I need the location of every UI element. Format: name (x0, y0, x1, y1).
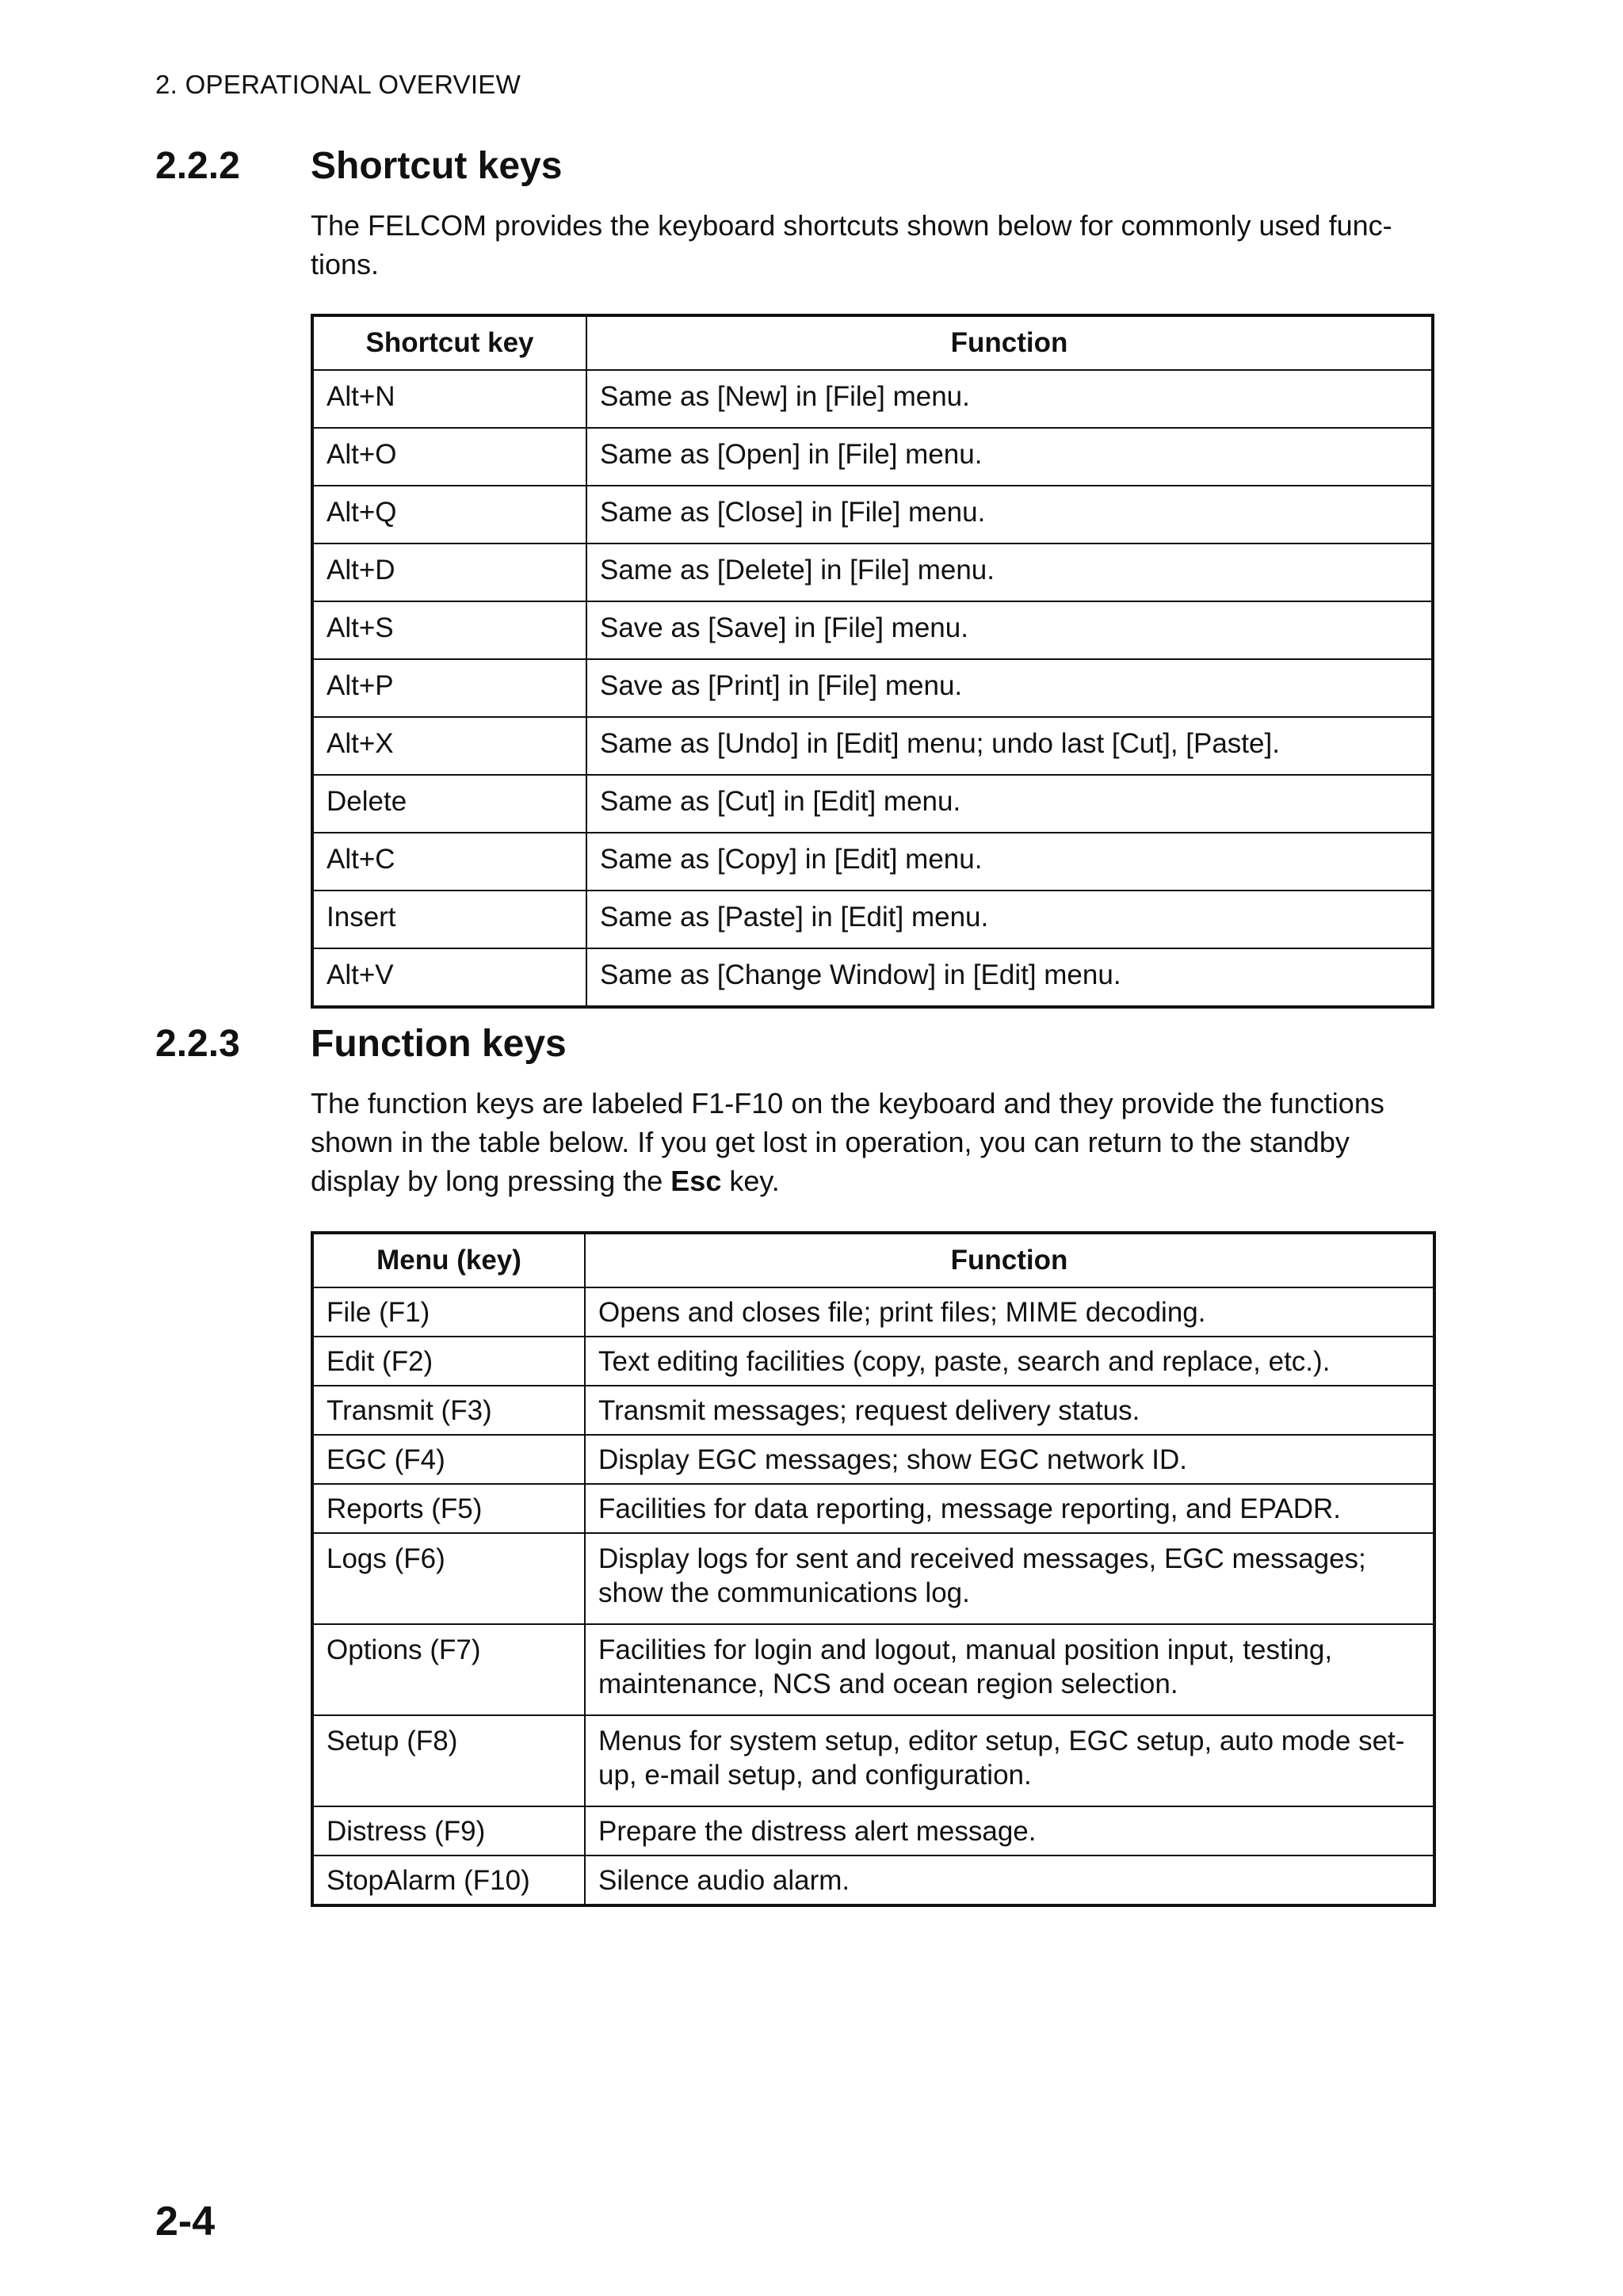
function-cell: Same as [Open] in [File] menu. (586, 428, 1433, 486)
table-row (312, 659, 1433, 717)
section-number: 2.2.2 (155, 145, 240, 187)
function-cell: Save as [Print] in [File] menu. (586, 659, 1433, 717)
shortcut-key-cell: Alt+Q (312, 486, 586, 543)
menu-key-cell: File (F1) (312, 1287, 585, 1337)
table-row (312, 1337, 1434, 1386)
menu-key-cell: Transmit (F3) (312, 1386, 585, 1435)
intro-line: tions. (311, 248, 380, 280)
function-cell (585, 1624, 1434, 1715)
function-line: up, e-mail setup, and configuration. (598, 1760, 1032, 1791)
running-head: 2. OPERATIONAL OVERVIEW (155, 70, 521, 99)
function-cell (585, 1715, 1434, 1806)
intro-text: display by long pressing the (311, 1165, 671, 1197)
function-cell: Same as [Paste] in [Edit] menu. (586, 891, 1433, 948)
menu-key-cell: Reports (F5) (312, 1484, 585, 1533)
shortcut-key-cell: Alt+S (312, 601, 586, 659)
column-header: Menu (key) (312, 1233, 585, 1287)
table-row (312, 1287, 1434, 1337)
function-line: Display logs for sent and received messages, EGC messages; (598, 1543, 1366, 1574)
function-cell: Save as [Save] in [File] menu. (586, 601, 1433, 659)
function-cell: Opens and closes file; print files; MIME decoding. (585, 1287, 1434, 1337)
function-cell: Same as [Close] in [File] menu. (586, 486, 1433, 543)
section-title: Shortcut keys (311, 145, 563, 187)
function-line: Facilities for login and logout, manual position input, testing, (598, 1634, 1333, 1665)
function-cell: Same as [Change Window] in [Edit] menu. (586, 948, 1433, 1007)
shortcut-key-cell: Alt+P (312, 659, 586, 717)
function-cell: Same as [Cut] in [Edit] menu. (586, 775, 1433, 833)
table-row (312, 543, 1433, 601)
shortcut-keys-table (311, 314, 1434, 1009)
function-line: Menus for system setup, editor setup, EGC setup, auto mode set- (598, 1726, 1405, 1756)
menu-key-cell: StopAlarm (F10) (312, 1855, 585, 1905)
table-row (312, 370, 1433, 428)
table-row (312, 833, 1433, 891)
table-row (312, 1386, 1434, 1435)
table-row (312, 601, 1433, 659)
page-number: 2-4 (155, 2199, 216, 2245)
shortcut-key-cell: Alt+X (312, 717, 586, 775)
intro-line (311, 1161, 1444, 1200)
shortcut-key-cell: Alt+D (312, 543, 586, 601)
function-cell: Same as [Delete] in [File] menu. (586, 543, 1433, 601)
section-title: Function keys (311, 1023, 567, 1065)
intro-line: The FELCOM provides the keyboard shortcuts shown below for commonly used func- (311, 209, 1392, 242)
table-row (312, 717, 1433, 775)
table-row (312, 1855, 1434, 1905)
esc-key-label: Esc (670, 1165, 722, 1197)
menu-key-cell: Edit (F2) (312, 1337, 585, 1386)
intro-line: The function keys are labeled F1-F10 on the keyboard and they provide the functions (311, 1087, 1384, 1119)
function-cell: Text editing facilities (copy, paste, search and replace, etc.). (585, 1337, 1434, 1386)
menu-key-cell: Distress (F9) (312, 1806, 585, 1855)
shortcut-key-cell: Alt+N (312, 370, 586, 428)
table-row (312, 1806, 1434, 1855)
shortcut-key-cell: Delete (312, 775, 586, 833)
section-number: 2.2.3 (155, 1023, 240, 1065)
table-row (312, 1624, 1434, 1715)
shortcut-key-cell: Alt+O (312, 428, 586, 486)
intro-text: key. (721, 1165, 780, 1197)
section-heading-shortcut-keys (155, 144, 562, 188)
function-cell: Facilities for data reporting, message reporting, and EPADR. (585, 1484, 1434, 1533)
shortcut-key-cell: Insert (312, 891, 586, 948)
function-keys-intro (311, 1084, 1444, 1200)
menu-key-cell: Setup (F8) (312, 1715, 585, 1806)
function-cell: Same as [New] in [File] menu. (586, 370, 1433, 428)
table-row (312, 1533, 1434, 1624)
menu-key-cell: EGC (F4) (312, 1435, 585, 1484)
table-row (312, 891, 1433, 948)
shortcut-key-cell: Alt+C (312, 833, 586, 891)
function-cell: Same as [Undo] in [Edit] menu; undo last [Cut], [Paste]. (586, 717, 1433, 775)
function-cell: Same as [Copy] in [Edit] menu. (586, 833, 1433, 891)
table-row (312, 775, 1433, 833)
menu-key-cell: Options (F7) (312, 1624, 585, 1715)
function-cell (585, 1533, 1434, 1624)
function-cell: Display EGC messages; show EGC network ID. (585, 1435, 1434, 1484)
column-header: Shortcut key (312, 315, 586, 370)
menu-key-cell: Logs (F6) (312, 1533, 585, 1624)
shortcut-keys-intro (311, 206, 1444, 284)
function-line: maintenance, NCS and ocean region selection. (598, 1669, 1178, 1699)
function-line: show the communications log. (598, 1577, 970, 1608)
table-row (312, 428, 1433, 486)
table-row (312, 1715, 1434, 1806)
table-row (312, 948, 1433, 1007)
column-header: Function (586, 315, 1433, 370)
function-keys-table (311, 1231, 1436, 1907)
table-row (312, 1435, 1434, 1484)
table-header-row (312, 1233, 1434, 1287)
intro-line: shown in the table below. If you get lost in operation, you can return to the standby (311, 1126, 1350, 1158)
function-cell: Silence audio alarm. (585, 1855, 1434, 1905)
function-cell: Prepare the distress alert message. (585, 1806, 1434, 1855)
table-header-row (312, 315, 1433, 370)
table-row (312, 486, 1433, 543)
shortcut-key-cell: Alt+V (312, 948, 586, 1007)
column-header: Function (585, 1233, 1434, 1287)
section-heading-function-keys (155, 1022, 567, 1066)
table-row (312, 1484, 1434, 1533)
function-cell: Transmit messages; request delivery status. (585, 1386, 1434, 1435)
